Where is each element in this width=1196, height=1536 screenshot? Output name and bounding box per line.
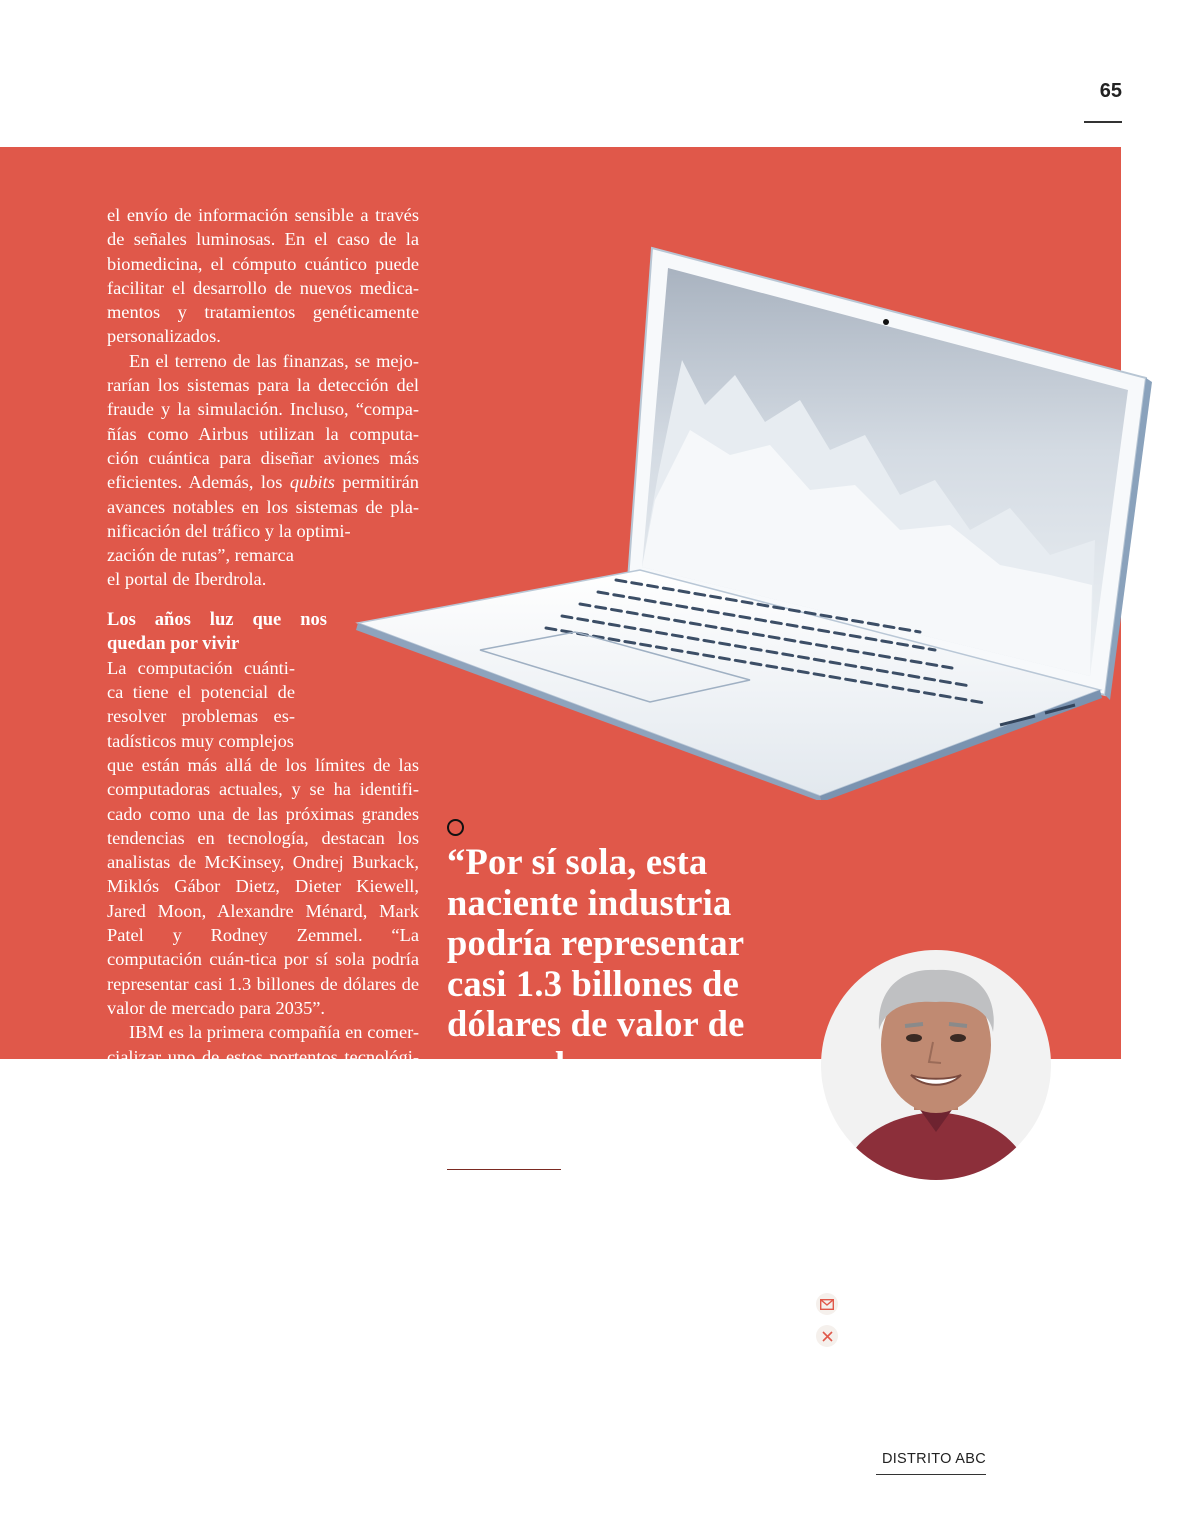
section-subheading: Los años luz que nos quedan por vivir — [107, 609, 327, 654]
page-number: 65 — [1099, 80, 1122, 102]
paragraph-2-text-a: En el terreno de las finanzas, se mejo-rarían los sistemas para la detección del fraude y la simulación. Incluso, “compa-ñías como Airbus utilizan la computa-ción cuántica para diseñar aviones más eficientes. Además, los — [107, 350, 419, 493]
paragraph-2-emphasis: qubits — [289, 472, 335, 493]
circle-bullet-icon — [447, 819, 464, 836]
author-email-text[interactable]: losciertosdatos@gmail.com — [850, 1293, 1045, 1314]
laptop-illustration — [310, 240, 1160, 800]
pull-quote-rule — [447, 1169, 561, 1170]
author-bio: El autor es director y fundador de la firma de consultoría en comunicación y en investigación periodística Los Ciertos Datos — [806, 1198, 1076, 1272]
paragraph-4-text-a: IBM es la primera compañía en comer-cializar uno de estos portentos tecnológi-cos: Q System One de 20 — [107, 1022, 419, 1091]
paragraph-3-text-a: La computación cuánti-ca tiene el potencial de resolver problemas es-tadísticos muy complejos — [107, 657, 295, 751]
paragraph-4 — [107, 1020, 419, 1141]
paragraph-2-line-c — [107, 543, 419, 567]
paragraph-2 — [107, 349, 419, 543]
author-x-handle-text[interactable]: @losciertosdatos — [850, 1325, 971, 1346]
pull-quote: “Por sí sola, esta naciente industria podría representar casi 1.3 billones de dólares de valor de mercado para 2035” — [447, 841, 745, 1125]
envelope-icon — [816, 1293, 838, 1315]
article-column-1 — [107, 203, 419, 1360]
paragraph-1-text: el envío de información sensible a través de señales luminosas. En el caso de la biomedicina, el cómputo cuántico puede facilitar el desarrollo de nuevos medica-mentos y tratamientos genéticamente personalizados. — [107, 205, 419, 347]
publication-footer: DISTRITO ABC — [881, 1451, 986, 1467]
top-rule — [1084, 121, 1122, 123]
footer-rule — [876, 1474, 986, 1475]
paragraph-3-text-b: que están más allá de los límites de las computadoras actuales, y se ha identifi-cado como una de las próximas grandes tendencias en tecnología, destacan los analistas de McKinsey, Ondrej Burkack, Miklós Gábor Dietz, Dieter Kiewell, Jared Moon, Alexandre Ménard, Mark Patel y Rodney Zemmel. “La computación cuán-tica por sí sola podría representar casi 1.3 billones de dólares de valor de mercado para 2035”. — [107, 754, 419, 1018]
article-column-2: asépticas. En vista de lo anterior, estas supercomputadoras son tan complejas que únicamente tienen mercado en cor-porativos, departamentos de investiga-ción científica de frontera y desarrollo tecnológico. — [447, 1212, 760, 1352]
paragraph-5-text-b: tiene un precio de $9,000 dólares, sin contar que requiere forzosamente de una serie de instalaciones especiales que contemplen controles estrictos de tem-peratura, presión, aislamiento y salas — [107, 1240, 419, 1359]
paragraph-5 — [107, 1142, 419, 1361]
paragraph-3-wrapped — [107, 656, 295, 753]
paragraph-3 — [107, 753, 419, 1020]
author-photo — [821, 950, 1051, 1180]
author-email[interactable] — [816, 1291, 1044, 1317]
paragraph-4-emphasis: qubits — [304, 1070, 350, 1091]
paragraph-2-text-d: el portal de Iberdrola. — [107, 569, 267, 590]
paragraph-4-text-b: , un cubo de cristal perfectamente sellado de unos 3 por 3 metros que fue presentado en 2019. — [107, 1070, 419, 1140]
paragraph-2-line-d — [107, 567, 419, 591]
author-x-handle[interactable] — [816, 1323, 970, 1349]
paragraph-5-text-a: Ciertamente esta tecnología aún está a años luz de tener un uso generalizado, toda vez que hoy día tiene un costo pro-hibitivo, pues un equipo de tan sólo dos — [107, 1143, 419, 1237]
paragraph-1 — [107, 203, 419, 349]
x-logo-icon — [816, 1325, 838, 1347]
paragraph-5-emphasis: qubits — [107, 1240, 152, 1261]
paragraph-2-text-b: permitirán avances notables en los sistemas de pla-nificación del tráfico y la optimi- — [107, 472, 420, 541]
paragraph-2-text-c: zación de rutas”, remarca — [107, 545, 294, 566]
